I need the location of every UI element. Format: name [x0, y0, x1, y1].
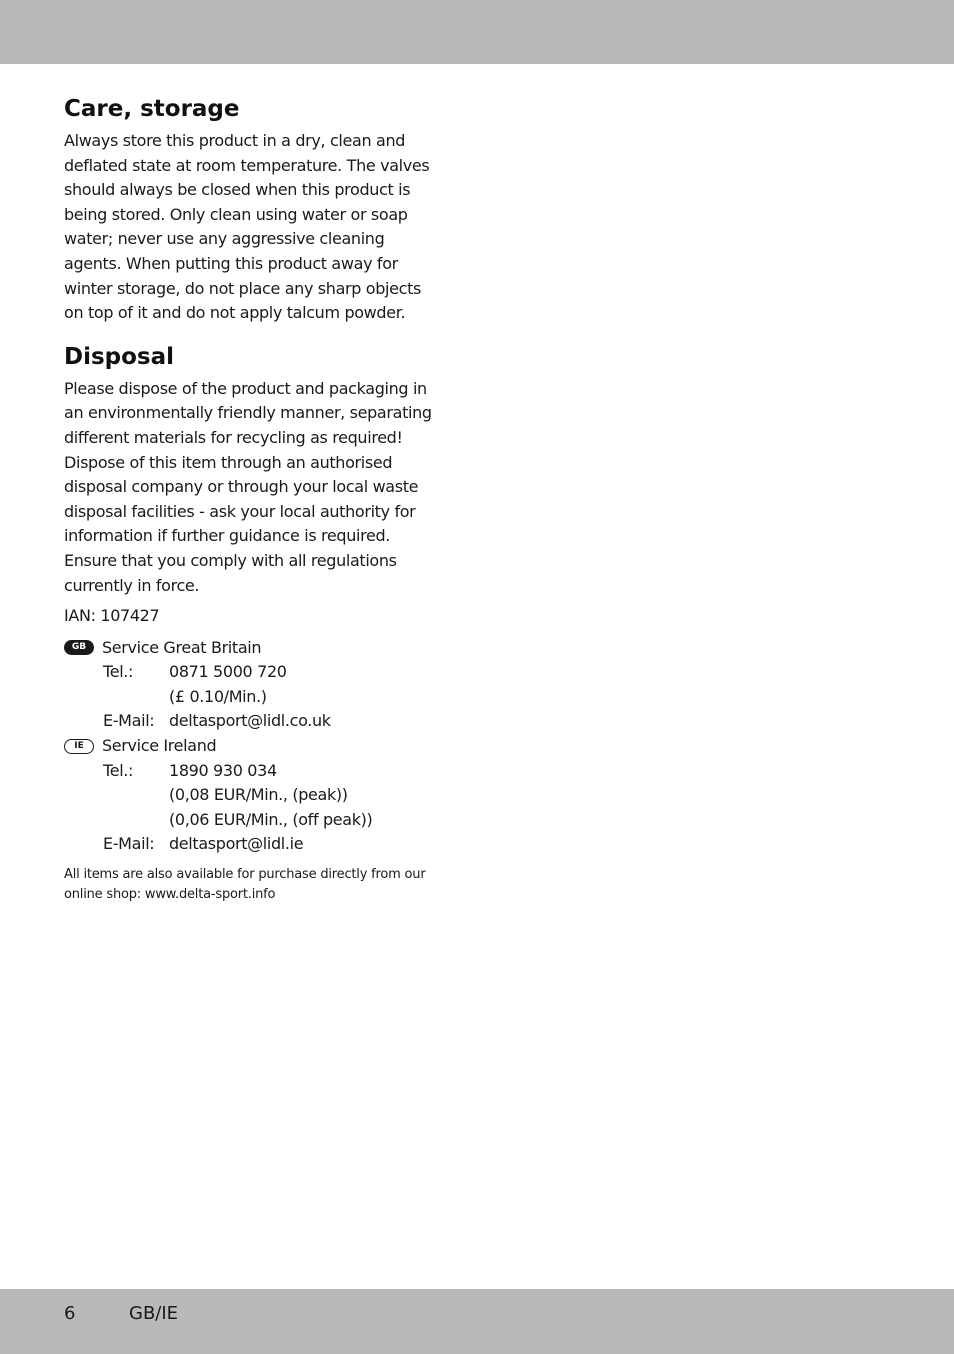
care-storage-text: Always store this product in a dry, clean and deflated state at room temperature. The valves should always be closed when this product is being stored. Only clean using water or soap water; never use any aggressive cleaning agents. When putting this product away for winter storage, do not place any sharp objects on top of it and do not apply talcum powder. [64, 131, 430, 323]
care-storage-heading: Care, storage [64, 96, 240, 122]
service-gb-tel: 0871 5000 720 [169, 662, 287, 682]
service-gb-title: Service Great Britain [102, 637, 262, 657]
service-ie-rate-peak: (0,08 EUR/Min., (peak)) [169, 785, 348, 805]
disposal-text: Please dispose of the product and packaging in an environmentally friendly manner, separating different materials for recycling as required! Dispose of this item through an authorised disposal company or through your local waste disposal facilities - ask your local authority for information if further guidance is required. Ensure that you comply with all regulations currently in force. [64, 378, 432, 595]
ian-number: IAN: 107427 [64, 606, 160, 626]
disposal-heading: Disposal [64, 343, 175, 370]
service-ie-email: deltasport@lidl.ie [169, 834, 304, 854]
content-column [64, 92, 456, 904]
service-gb-tel-label: Tel.: [103, 662, 134, 682]
language-code: GB/IE [129, 1303, 179, 1324]
service-gb-tel-rate: (£ 0.10/Min.) [169, 686, 267, 706]
service-ie-tel-label: Tel.: [103, 760, 134, 780]
service-gb-email-label: E-Mail: [103, 711, 155, 731]
service-ie-email-label: E-Mail: [103, 834, 155, 854]
service-ie-tel: 1890 930 034 [169, 760, 277, 780]
page-number: 6 [64, 1303, 76, 1324]
service-ie-title: Service Ireland [102, 736, 217, 756]
service-ie-rate-offpeak: (0,06 EUR/Min., (off peak)) [169, 809, 373, 829]
service-gb [64, 636, 456, 857]
online-shop-note: All items are also available for purchase directly from our online shop: www.delta-sport.info [64, 867, 426, 902]
ie-country-badge-icon: IE [64, 739, 94, 754]
header-band [0, 0, 954, 64]
gb-country-badge-icon: GB [64, 640, 94, 655]
service-gb-email: deltasport@lidl.co.uk [169, 711, 331, 731]
